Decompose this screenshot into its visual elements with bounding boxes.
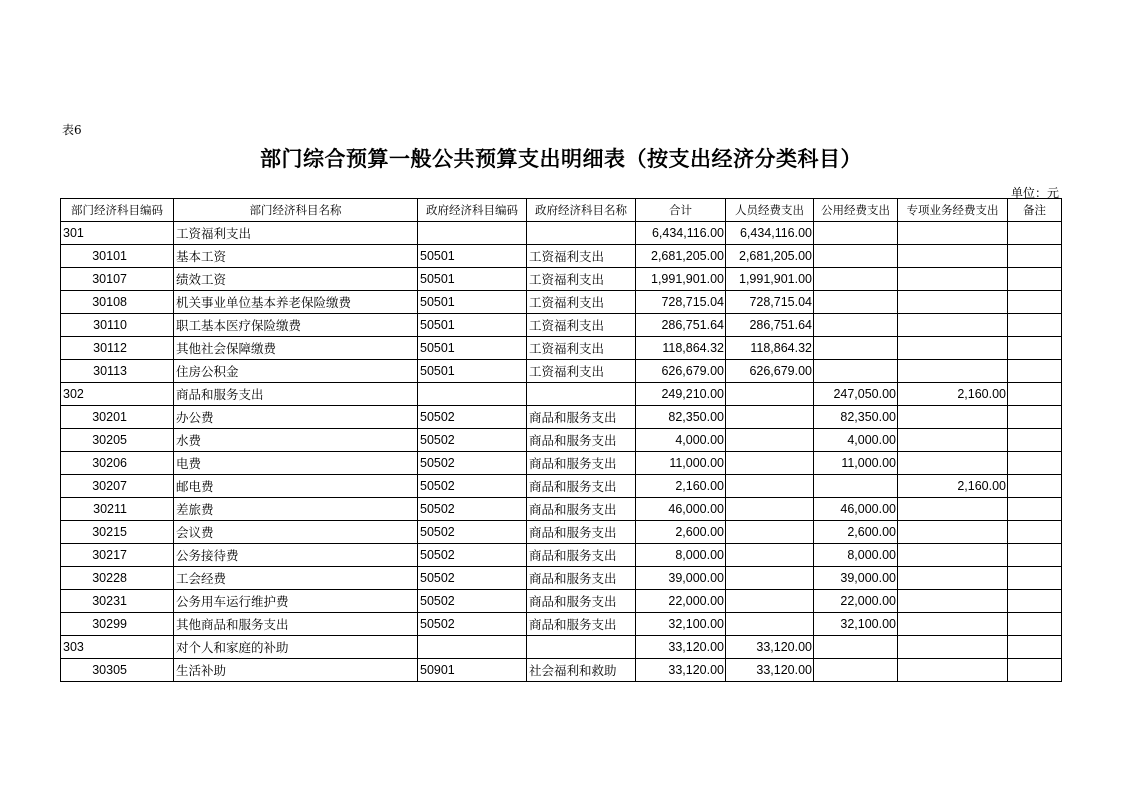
cell-personnel	[726, 544, 814, 567]
cell-public: 8,000.00	[814, 544, 898, 567]
cell-gov-name: 商品和服务支出	[527, 452, 636, 475]
cell-special	[898, 544, 1008, 567]
table-row	[61, 268, 1062, 291]
cell-gov-code: 50502	[418, 429, 527, 452]
table-row	[61, 475, 1062, 498]
cell-note	[1008, 337, 1062, 360]
header-gov-name: 政府经济科目名称	[527, 199, 636, 222]
cell-dept-code: 301	[61, 222, 174, 245]
cell-personnel	[726, 498, 814, 521]
cell-note	[1008, 590, 1062, 613]
header-gov-code: 政府经济科目编码	[418, 199, 527, 222]
cell-public	[814, 245, 898, 268]
cell-personnel	[726, 521, 814, 544]
cell-note	[1008, 521, 1062, 544]
cell-gov-name: 工资福利支出	[527, 360, 636, 383]
cell-total: 32,100.00	[636, 613, 726, 636]
cell-personnel	[726, 590, 814, 613]
cell-gov-name: 商品和服务支出	[527, 521, 636, 544]
cell-dept-name: 基本工资	[174, 245, 418, 268]
cell-dept-name: 绩效工资	[174, 268, 418, 291]
cell-personnel: 2,681,205.00	[726, 245, 814, 268]
cell-note	[1008, 268, 1062, 291]
page-title: 部门综合预算一般公共预算支出明细表（按支出经济分类科目）	[260, 146, 862, 171]
cell-personnel	[726, 383, 814, 406]
cell-special	[898, 337, 1008, 360]
cell-gov-code: 50501	[418, 314, 527, 337]
cell-gov-name: 工资福利支出	[527, 245, 636, 268]
cell-special	[898, 360, 1008, 383]
cell-total: 1,991,901.00	[636, 268, 726, 291]
cell-dept-name: 其他社会保障缴费	[174, 337, 418, 360]
cell-gov-name: 商品和服务支出	[527, 567, 636, 590]
cell-note	[1008, 360, 1062, 383]
cell-gov-name: 商品和服务支出	[527, 613, 636, 636]
cell-total: 33,120.00	[636, 636, 726, 659]
cell-dept-code: 30107	[61, 268, 174, 291]
cell-total: 626,679.00	[636, 360, 726, 383]
cell-dept-code: 30207	[61, 475, 174, 498]
cell-dept-name: 公务用车运行维护费	[174, 590, 418, 613]
cell-total: 22,000.00	[636, 590, 726, 613]
cell-gov-name: 工资福利支出	[527, 314, 636, 337]
cell-gov-code: 50502	[418, 406, 527, 429]
cell-total: 82,350.00	[636, 406, 726, 429]
budget-detail-table	[60, 198, 1062, 682]
cell-total: 4,000.00	[636, 429, 726, 452]
cell-note	[1008, 613, 1062, 636]
cell-personnel	[726, 452, 814, 475]
cell-dept-code: 30305	[61, 659, 174, 682]
cell-dept-code: 30231	[61, 590, 174, 613]
cell-note	[1008, 636, 1062, 659]
cell-note	[1008, 222, 1062, 245]
cell-special	[898, 567, 1008, 590]
cell-gov-code: 50501	[418, 268, 527, 291]
cell-public: 39,000.00	[814, 567, 898, 590]
cell-gov-name: 商品和服务支出	[527, 475, 636, 498]
cell-dept-code: 30112	[61, 337, 174, 360]
cell-special	[898, 406, 1008, 429]
header-total: 合计	[636, 199, 726, 222]
cell-note	[1008, 452, 1062, 475]
cell-gov-code: 50502	[418, 498, 527, 521]
cell-total: 2,600.00	[636, 521, 726, 544]
cell-gov-code: 50502	[418, 544, 527, 567]
cell-gov-code: 50501	[418, 291, 527, 314]
cell-dept-code: 30211	[61, 498, 174, 521]
cell-special	[898, 222, 1008, 245]
cell-gov-name: 商品和服务支出	[527, 429, 636, 452]
cell-dept-code: 30201	[61, 406, 174, 429]
cell-dept-code: 30206	[61, 452, 174, 475]
cell-public	[814, 337, 898, 360]
cell-gov-code: 50502	[418, 475, 527, 498]
header-personnel: 人员经费支出	[726, 199, 814, 222]
cell-dept-code: 30110	[61, 314, 174, 337]
table-row	[61, 291, 1062, 314]
cell-public: 46,000.00	[814, 498, 898, 521]
cell-note	[1008, 659, 1062, 682]
cell-dept-name: 差旅费	[174, 498, 418, 521]
cell-note	[1008, 544, 1062, 567]
table-row	[61, 360, 1062, 383]
cell-dept-code: 30217	[61, 544, 174, 567]
cell-gov-code: 50502	[418, 567, 527, 590]
table-row	[61, 659, 1062, 682]
cell-dept-code: 30205	[61, 429, 174, 452]
cell-gov-name	[527, 383, 636, 406]
cell-public: 11,000.00	[814, 452, 898, 475]
cell-note	[1008, 291, 1062, 314]
cell-gov-name	[527, 636, 636, 659]
cell-dept-code: 30215	[61, 521, 174, 544]
cell-dept-code: 30101	[61, 245, 174, 268]
cell-total: 6,434,116.00	[636, 222, 726, 245]
cell-public	[814, 222, 898, 245]
cell-dept-name: 水费	[174, 429, 418, 452]
header-dept-name: 部门经济科目名称	[174, 199, 418, 222]
cell-special	[898, 429, 1008, 452]
header-note: 备注	[1008, 199, 1062, 222]
category-row	[61, 636, 1062, 659]
cell-dept-name: 机关事业单位基本养老保险缴费	[174, 291, 418, 314]
table-row	[61, 337, 1062, 360]
cell-special	[898, 613, 1008, 636]
cell-public	[814, 314, 898, 337]
cell-gov-code: 50502	[418, 521, 527, 544]
cell-gov-name: 工资福利支出	[527, 268, 636, 291]
cell-public: 2,600.00	[814, 521, 898, 544]
cell-dept-name: 职工基本医疗保险缴费	[174, 314, 418, 337]
cell-personnel: 1,991,901.00	[726, 268, 814, 291]
cell-dept-name: 办公费	[174, 406, 418, 429]
cell-gov-code	[418, 636, 527, 659]
cell-total: 39,000.00	[636, 567, 726, 590]
cell-dept-code: 302	[61, 383, 174, 406]
table-row	[61, 245, 1062, 268]
cell-gov-name: 工资福利支出	[527, 291, 636, 314]
cell-dept-code: 30113	[61, 360, 174, 383]
table-row	[61, 429, 1062, 452]
cell-public	[814, 291, 898, 314]
table-row	[61, 498, 1062, 521]
cell-note	[1008, 383, 1062, 406]
cell-note	[1008, 429, 1062, 452]
cell-public	[814, 268, 898, 291]
cell-note	[1008, 406, 1062, 429]
category-row	[61, 222, 1062, 245]
cell-special	[898, 521, 1008, 544]
cell-personnel: 33,120.00	[726, 636, 814, 659]
cell-public: 82,350.00	[814, 406, 898, 429]
cell-special	[898, 268, 1008, 291]
cell-dept-name: 住房公积金	[174, 360, 418, 383]
table-row	[61, 590, 1062, 613]
table-number-label: 表6	[62, 123, 82, 137]
cell-public: 247,050.00	[814, 383, 898, 406]
unit-label: 单位：元	[1010, 186, 1059, 200]
cell-dept-name: 对个人和家庭的补助	[174, 636, 418, 659]
cell-total: 728,715.04	[636, 291, 726, 314]
cell-gov-name: 商品和服务支出	[527, 498, 636, 521]
cell-gov-name: 工资福利支出	[527, 337, 636, 360]
cell-personnel: 626,679.00	[726, 360, 814, 383]
cell-special: 2,160.00	[898, 475, 1008, 498]
cell-personnel	[726, 475, 814, 498]
cell-personnel: 118,864.32	[726, 337, 814, 360]
cell-dept-name: 生活补助	[174, 659, 418, 682]
cell-dept-name: 邮电费	[174, 475, 418, 498]
cell-gov-code: 50501	[418, 337, 527, 360]
cell-dept-name: 工资福利支出	[174, 222, 418, 245]
cell-dept-name: 其他商品和服务支出	[174, 613, 418, 636]
cell-dept-code: 30108	[61, 291, 174, 314]
table-row	[61, 452, 1062, 475]
cell-personnel: 728,715.04	[726, 291, 814, 314]
header-dept-code: 部门经济科目编码	[61, 199, 174, 222]
cell-dept-code: 30228	[61, 567, 174, 590]
cell-gov-name: 社会福利和救助	[527, 659, 636, 682]
cell-special	[898, 590, 1008, 613]
cell-public: 4,000.00	[814, 429, 898, 452]
cell-gov-name: 商品和服务支出	[527, 544, 636, 567]
cell-public: 32,100.00	[814, 613, 898, 636]
cell-total: 2,681,205.00	[636, 245, 726, 268]
cell-note	[1008, 567, 1062, 590]
cell-total: 2,160.00	[636, 475, 726, 498]
cell-personnel: 6,434,116.00	[726, 222, 814, 245]
cell-special: 2,160.00	[898, 383, 1008, 406]
table-row	[61, 521, 1062, 544]
cell-gov-code: 50502	[418, 613, 527, 636]
cell-special	[898, 314, 1008, 337]
cell-dept-name: 电费	[174, 452, 418, 475]
cell-note	[1008, 314, 1062, 337]
cell-dept-name: 商品和服务支出	[174, 383, 418, 406]
cell-gov-code	[418, 383, 527, 406]
cell-note	[1008, 245, 1062, 268]
category-row	[61, 383, 1062, 406]
cell-special	[898, 659, 1008, 682]
table-row	[61, 544, 1062, 567]
cell-gov-code: 50501	[418, 245, 527, 268]
cell-personnel: 286,751.64	[726, 314, 814, 337]
cell-personnel	[726, 567, 814, 590]
table-row	[61, 613, 1062, 636]
cell-total: 46,000.00	[636, 498, 726, 521]
cell-gov-code: 50502	[418, 590, 527, 613]
cell-total: 286,751.64	[636, 314, 726, 337]
cell-total: 33,120.00	[636, 659, 726, 682]
cell-gov-code: 50501	[418, 360, 527, 383]
header-special: 专项业务经费支出	[898, 199, 1008, 222]
cell-personnel	[726, 429, 814, 452]
cell-public	[814, 636, 898, 659]
cell-gov-name	[527, 222, 636, 245]
table-header-row	[61, 199, 1062, 222]
cell-total: 8,000.00	[636, 544, 726, 567]
cell-gov-code	[418, 222, 527, 245]
cell-note	[1008, 475, 1062, 498]
cell-personnel	[726, 613, 814, 636]
cell-special	[898, 636, 1008, 659]
cell-gov-code: 50502	[418, 452, 527, 475]
cell-special	[898, 291, 1008, 314]
cell-total: 11,000.00	[636, 452, 726, 475]
table-row	[61, 567, 1062, 590]
table-row	[61, 406, 1062, 429]
cell-dept-name: 会议费	[174, 521, 418, 544]
cell-public	[814, 475, 898, 498]
cell-dept-name: 公务接待费	[174, 544, 418, 567]
cell-total: 249,210.00	[636, 383, 726, 406]
cell-dept-code: 303	[61, 636, 174, 659]
cell-gov-name: 商品和服务支出	[527, 406, 636, 429]
cell-public	[814, 360, 898, 383]
cell-special	[898, 452, 1008, 475]
cell-public: 22,000.00	[814, 590, 898, 613]
cell-personnel: 33,120.00	[726, 659, 814, 682]
header-public: 公用经费支出	[814, 199, 898, 222]
cell-note	[1008, 498, 1062, 521]
cell-personnel	[726, 406, 814, 429]
cell-dept-code: 30299	[61, 613, 174, 636]
table-row	[61, 314, 1062, 337]
cell-gov-name: 商品和服务支出	[527, 590, 636, 613]
cell-special	[898, 498, 1008, 521]
cell-total: 118,864.32	[636, 337, 726, 360]
cell-dept-name: 工会经费	[174, 567, 418, 590]
cell-special	[898, 245, 1008, 268]
cell-public	[814, 659, 898, 682]
cell-gov-code: 50901	[418, 659, 527, 682]
